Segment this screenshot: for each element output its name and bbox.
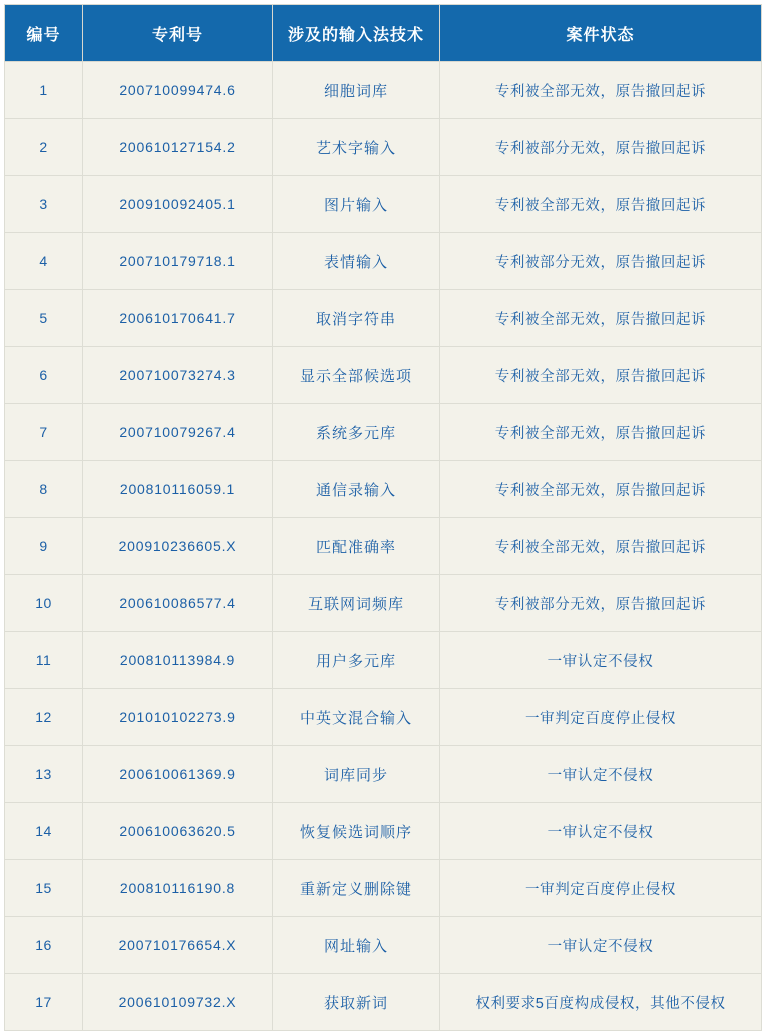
cell-tech: 中英文混合输入 [273,689,440,746]
table-header [5,5,762,62]
cell-patent: 200610127154.2 [83,119,273,176]
table-row [5,404,762,461]
cell-status: 一审认定不侵权 [440,746,762,803]
column-header-status: 案件状态 [440,5,762,62]
table-row [5,290,762,347]
table-row [5,119,762,176]
cell-tech: 网址输入 [273,917,440,974]
table-header-row [5,5,762,62]
cell-index: 14 [5,803,83,860]
cell-tech: 获取新词 [273,974,440,1031]
cell-status: 专利被全部无效，原告撤回起诉 [440,518,762,575]
cell-patent: 200610170641.7 [83,290,273,347]
cell-tech: 互联网词频库 [273,575,440,632]
table-row [5,575,762,632]
cell-index: 16 [5,917,83,974]
cell-index: 4 [5,233,83,290]
cell-patent: 200610063620.5 [83,803,273,860]
cell-index: 9 [5,518,83,575]
table-row [5,974,762,1031]
cell-status: 专利被全部无效，原告撤回起诉 [440,461,762,518]
table-row [5,62,762,119]
table-row [5,746,762,803]
table-row [5,347,762,404]
cell-status: 一审判定百度停止侵权 [440,689,762,746]
cell-patent: 201010102273.9 [83,689,273,746]
cell-index: 1 [5,62,83,119]
cell-tech: 词库同步 [273,746,440,803]
table-row [5,803,762,860]
table-row [5,917,762,974]
cell-status: 专利被全部无效，原告撤回起诉 [440,176,762,233]
patent-case-table [4,4,762,1031]
cell-index: 13 [5,746,83,803]
table-row [5,689,762,746]
cell-status: 专利被部分无效，原告撤回起诉 [440,233,762,290]
cell-index: 5 [5,290,83,347]
cell-status: 专利被全部无效，原告撤回起诉 [440,62,762,119]
cell-tech: 表情输入 [273,233,440,290]
table-row [5,632,762,689]
cell-patent: 200710099474.6 [83,62,273,119]
cell-index: 15 [5,860,83,917]
cell-status: 专利被部分无效，原告撤回起诉 [440,119,762,176]
cell-patent: 200610086577.4 [83,575,273,632]
table-row [5,518,762,575]
cell-status: 专利被全部无效，原告撤回起诉 [440,290,762,347]
cell-status: 专利被部分无效，原告撤回起诉 [440,575,762,632]
cell-index: 17 [5,974,83,1031]
cell-patent: 200710179718.1 [83,233,273,290]
cell-index: 2 [5,119,83,176]
cell-index: 7 [5,404,83,461]
cell-tech: 取消字符串 [273,290,440,347]
cell-tech: 用户多元库 [273,632,440,689]
cell-tech: 恢复候选词顺序 [273,803,440,860]
cell-tech: 通信录输入 [273,461,440,518]
cell-index: 11 [5,632,83,689]
cell-tech: 系统多元库 [273,404,440,461]
cell-tech: 重新定义删除键 [273,860,440,917]
cell-patent: 200710176654.X [83,917,273,974]
cell-patent: 200610061369.9 [83,746,273,803]
cell-patent: 200710079267.4 [83,404,273,461]
cell-tech: 显示全部候选项 [273,347,440,404]
table-row [5,860,762,917]
table-row [5,461,762,518]
cell-tech: 匹配准确率 [273,518,440,575]
cell-index: 12 [5,689,83,746]
column-header-tech: 涉及的输入法技术 [273,5,440,62]
cell-status: 一审认定不侵权 [440,917,762,974]
cell-status: 专利被全部无效，原告撤回起诉 [440,347,762,404]
cell-status: 一审判定百度停止侵权 [440,860,762,917]
cell-status: 权利要求5百度构成侵权，其他不侵权 [440,974,762,1031]
cell-patent: 200610109732.X [83,974,273,1031]
cell-patent: 200910236605.X [83,518,273,575]
column-header-patent: 专利号 [83,5,273,62]
cell-index: 6 [5,347,83,404]
table-row [5,233,762,290]
cell-tech: 图片输入 [273,176,440,233]
cell-patent: 200810116059.1 [83,461,273,518]
cell-patent: 200910092405.1 [83,176,273,233]
cell-patent: 200710073274.3 [83,347,273,404]
cell-index: 8 [5,461,83,518]
cell-status: 一审认定不侵权 [440,632,762,689]
cell-tech: 细胞词库 [273,62,440,119]
cell-index: 10 [5,575,83,632]
table-body [5,62,762,1031]
column-header-index: 编号 [5,5,83,62]
cell-tech: 艺术字输入 [273,119,440,176]
cell-status: 专利被全部无效，原告撤回起诉 [440,404,762,461]
cell-patent: 200810113984.9 [83,632,273,689]
cell-patent: 200810116190.8 [83,860,273,917]
cell-status: 一审认定不侵权 [440,803,762,860]
cell-index: 3 [5,176,83,233]
table-row [5,176,762,233]
